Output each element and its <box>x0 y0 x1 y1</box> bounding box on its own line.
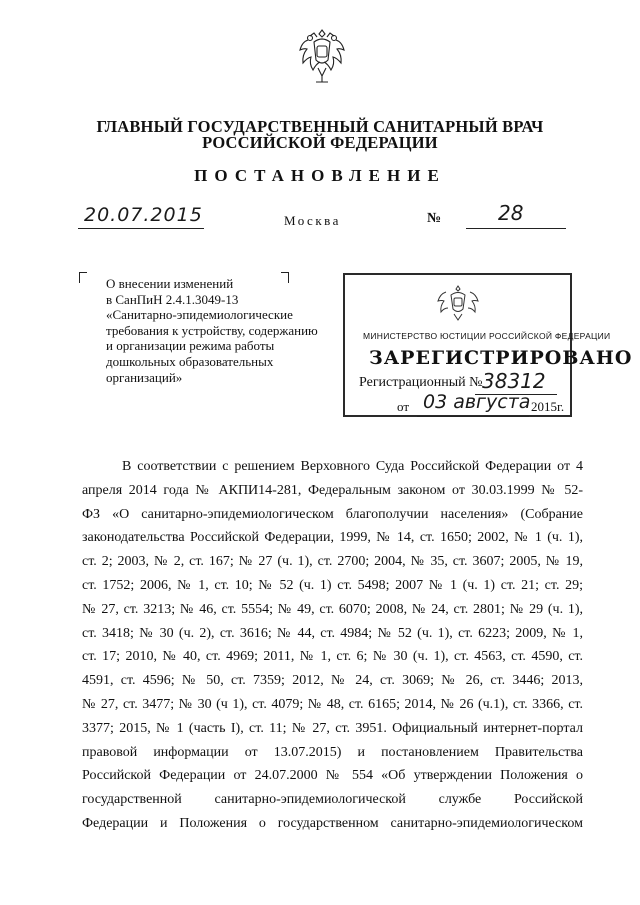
body-line: В соответствии с решением Верховного Суда Российской Федерации от 4 <box>122 459 583 474</box>
stamp-date-underline <box>417 416 529 417</box>
body-line: 4591, ст. 4596; № 50, ст. 7359; 2012, № 24, ст. 3069; № 26, ст. 3446; 2013, <box>82 673 583 689</box>
stamp-reg-label: Регистрационный № <box>359 375 483 390</box>
body-line: № 27, ст. 3477; № 30 (ч 1), ст. 4079; № 48, ст. 6165; 2014, № 26 (ч.1), ст. 3366, ст. <box>82 696 583 712</box>
decree-body <box>82 455 583 836</box>
body-line: № 27, ст. 3213; № 46, ст. 5554; № 49, ст. 6070; 2008, № 24, ст. 2801; № 29 (ч. 1), <box>82 601 583 617</box>
city: Москва <box>284 213 341 228</box>
stamp-reg-date: 03 августа <box>423 391 531 413</box>
body-line: апреля 2014 года № АКПИ14-281, Федеральным законом от 30.03.1999 № 52- <box>82 482 583 498</box>
subject-corner-left <box>79 272 87 283</box>
stamp-reg-number: 38312 <box>482 369 546 393</box>
body-line: ст. 2; 2003, № 2, ст. 167; № 27 (ч. 1), ст. 2700; 2004, № 35, ст. 3607; 2005, № 19, <box>82 554 583 570</box>
body-line: законодательства Российской Федерации, 1999, № 14, ст. 1650; 2002, № 1 (ч. 1), <box>82 530 583 546</box>
body-line: ст. 1752; 2006, № 1, ст. 10; № 52 (ч. 1) ст. 5498; 2007 № 1 (ч. 1) ст. 21; ст. 29; <box>82 577 583 593</box>
subject-line: требования к устройству, содержанию <box>106 322 318 338</box>
subject-line: организаций» <box>106 369 183 385</box>
decree-date: 20.07.2015 <box>84 204 203 226</box>
date-underline <box>78 228 204 229</box>
number-underline <box>466 228 566 229</box>
registration-stamp <box>343 273 633 417</box>
issuer-title-line1: ГЛАВНЫЙ ГОСУДАРСТВЕННЫЙ САНИТАРНЫЙ ВРАЧ <box>96 117 544 136</box>
body-line: Российской Федерации от 24.07.2000 № 554 «Об утверждении Положения о <box>82 768 583 784</box>
subject-line: дошкольных образовательных <box>106 353 274 369</box>
stamp-eagle-icon <box>434 283 482 323</box>
stamp-ministry: МИНИСТЕРСТВО ЮСТИЦИИ РОССИЙСКОЙ ФЕДЕРАЦИИ <box>363 331 611 341</box>
body-line: ст. 17; 2010, № 40, ст. 4969; 2011, № 1, ст. 6; № 30 (ч. 1), ст. 4563, ст. 4590, ст. <box>82 649 583 665</box>
number-sign: № <box>427 211 442 226</box>
stamp-registered: ЗАРЕГИСТРИРОВАНО <box>369 347 633 369</box>
russian-double-headed-eagle-icon <box>296 26 348 86</box>
subject-line: О внесении изменений <box>106 276 234 291</box>
stamp-year: 2015г. <box>531 399 565 414</box>
body-line: ст. 3418; № 30 (ч. 2), ст. 3616; № 44, ст. 4984; № 52 (ч. 1), ст. 6223; 2009, № 1, <box>82 625 583 641</box>
stamp-from-label: от <box>397 399 410 414</box>
issuer-title-line2: РОССИЙСКОЙ ФЕДЕРАЦИИ <box>202 133 438 152</box>
decree-subject <box>106 276 346 385</box>
decree-number: 28 <box>498 201 524 225</box>
body-line: 3377; 2015, № 1 (часть I), ст. 11; № 27, ст. 3951. Официальный интернет-портал <box>82 720 583 736</box>
document-type: ПОСТАНОВЛЕНИЕ <box>194 166 446 185</box>
body-line: ФЗ «О санитарно-эпидемиологическом благополучии населения» (Собрание <box>82 506 583 522</box>
subject-line: «Санитарно-эпидемиологические <box>106 307 293 323</box>
body-line: правовой информации от 13.07.2015) и постановлением Правительства <box>82 744 583 760</box>
subject-line: и организации режима работы <box>106 338 275 354</box>
body-line: государственной санитарно-эпидемиологической службе Российской <box>82 792 583 808</box>
body-line: Федерации и Положения о государственном санитарно-эпидемиологическом <box>82 815 583 831</box>
subject-line: в СанПиН 2.4.1.3049-13 <box>106 291 239 307</box>
